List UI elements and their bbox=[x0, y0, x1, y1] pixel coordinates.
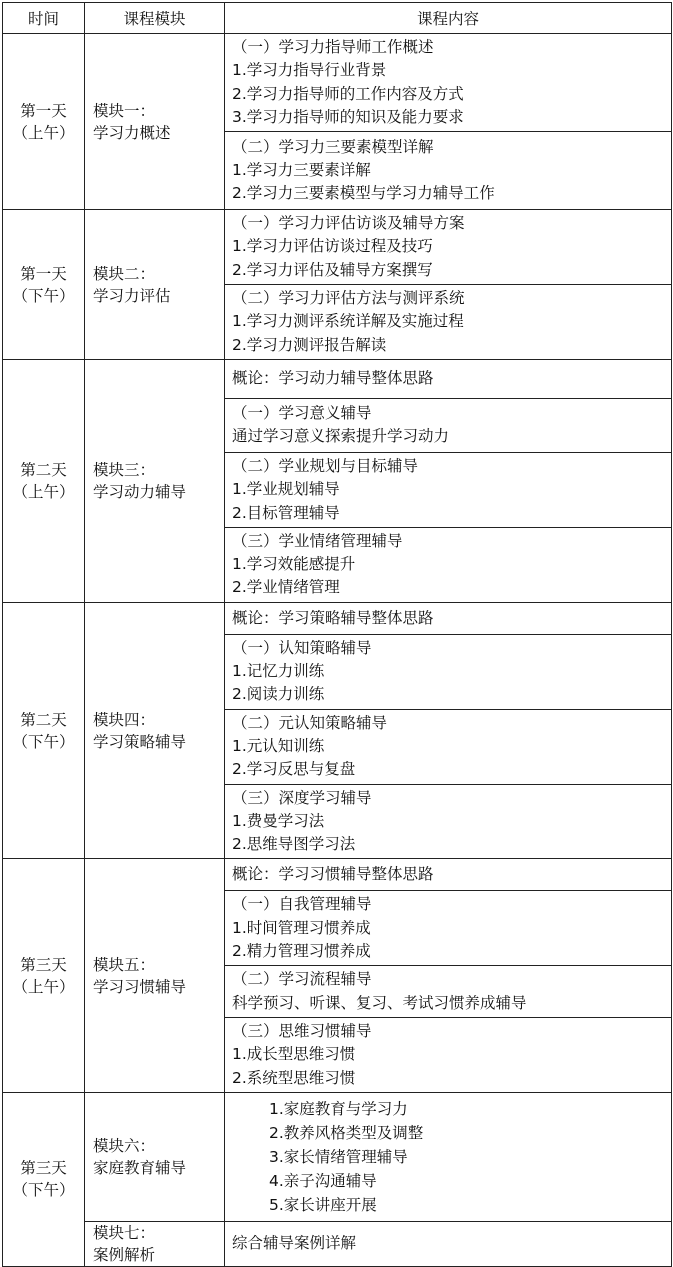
content-section bbox=[225, 784, 672, 859]
module-number: 模块五： bbox=[93, 955, 156, 974]
module-title: 家庭教育辅导 bbox=[93, 1158, 187, 1177]
table-row bbox=[3, 1221, 672, 1266]
list-item: 1.费曼学习法 bbox=[232, 811, 325, 830]
list-item: 2.教养风格类型及调整 bbox=[269, 1123, 424, 1142]
list-item: 1.学业规划辅导 bbox=[232, 480, 340, 499]
list-item: 通过学习意义探索提升学习动力 bbox=[232, 427, 450, 446]
list-item: 5.家长讲座开展 bbox=[269, 1195, 377, 1214]
section-title: （三）学业情绪管理辅导 bbox=[232, 531, 403, 550]
module-title: 案例解析 bbox=[93, 1245, 156, 1264]
time-cell bbox=[3, 1092, 85, 1266]
module-title: 学习动力辅导 bbox=[93, 482, 187, 501]
header-content: 课程内容 bbox=[225, 3, 672, 34]
content-section bbox=[225, 859, 672, 891]
list-item: 1.学习效能感提升 bbox=[232, 555, 356, 574]
content-section bbox=[225, 452, 672, 527]
list-item: 1.学习力测评系统详解及实施过程 bbox=[232, 312, 464, 331]
list-item: 1.家庭教育与学习力 bbox=[269, 1099, 408, 1118]
period-label: （下午） bbox=[12, 1181, 75, 1200]
list-item: 2.学习反思与复盘 bbox=[232, 760, 356, 779]
list-item: 2.系统型思维习惯 bbox=[232, 1068, 356, 1087]
list-item: 2.学习力测评报告解读 bbox=[232, 335, 387, 354]
content-section bbox=[225, 210, 672, 285]
time-cell bbox=[3, 859, 85, 1092]
header-module: 课程模块 bbox=[85, 3, 225, 34]
module-number: 模块三： bbox=[93, 460, 156, 479]
module-number: 模块二： bbox=[93, 264, 156, 283]
list-item: 1.学习力三要素详解 bbox=[232, 161, 371, 180]
content-section bbox=[225, 132, 672, 210]
list-item: 1.元认知训练 bbox=[232, 736, 325, 755]
module-cell bbox=[85, 602, 225, 859]
section-title: 概论：学习策略辅导整体思路 bbox=[232, 608, 434, 627]
content-section bbox=[225, 709, 672, 784]
list-item: 2.思维导图学习法 bbox=[232, 835, 356, 854]
period-label: （上午） bbox=[12, 123, 75, 142]
day-label: 第二天 bbox=[20, 710, 67, 729]
module-title: 学习力评估 bbox=[93, 286, 171, 305]
content-section bbox=[225, 34, 672, 132]
content-section bbox=[225, 966, 672, 1018]
section-title: （二）学业规划与目标辅导 bbox=[232, 456, 419, 475]
list-item: 2.学业情绪管理 bbox=[232, 578, 340, 597]
day-label: 第二天 bbox=[20, 460, 67, 479]
time-cell bbox=[3, 359, 85, 602]
table-row bbox=[3, 359, 672, 398]
period-label: （下午） bbox=[12, 286, 75, 305]
module-cell bbox=[85, 859, 225, 1092]
content-section bbox=[225, 1017, 672, 1092]
day-label: 第三天 bbox=[20, 955, 67, 974]
section-title: （三）思维习惯辅导 bbox=[232, 1021, 372, 1040]
period-label: （上午） bbox=[12, 977, 75, 996]
time-cell bbox=[3, 34, 85, 210]
content-section bbox=[225, 634, 672, 709]
content-section bbox=[225, 527, 672, 602]
list-item: 2.阅读力训练 bbox=[232, 685, 325, 704]
module-number: 模块四： bbox=[93, 710, 156, 729]
table-row bbox=[3, 1092, 672, 1221]
section-title: 概论：学习动力辅导整体思路 bbox=[232, 369, 434, 388]
section-title: （二）学习流程辅导 bbox=[232, 970, 372, 989]
list-item: 2.学习力评估及辅导方案撰写 bbox=[232, 260, 433, 279]
section-title: （三）深度学习辅导 bbox=[232, 788, 372, 807]
module-title: 学习策略辅导 bbox=[93, 732, 187, 751]
day-label: 第一天 bbox=[20, 101, 67, 120]
period-label: （下午） bbox=[12, 732, 75, 751]
header-time: 时间 bbox=[3, 3, 85, 34]
list-item: 3.学习力指导师的知识及能力要求 bbox=[232, 107, 464, 126]
module-cell bbox=[85, 210, 225, 360]
list-item: 2.学习力三要素模型与学习力辅导工作 bbox=[232, 184, 495, 203]
module-cell bbox=[85, 359, 225, 602]
day-label: 第一天 bbox=[20, 264, 67, 283]
module-number: 模块七： bbox=[93, 1223, 156, 1242]
content-section bbox=[225, 1221, 672, 1266]
list-item: 4.亲子沟通辅导 bbox=[269, 1171, 377, 1190]
table-row bbox=[3, 602, 672, 634]
list-item: 3.家长情绪管理辅导 bbox=[269, 1147, 408, 1166]
module-title: 学习力概述 bbox=[93, 123, 171, 142]
list-item: 2.目标管理辅导 bbox=[232, 503, 340, 522]
list-item: 1.学习力评估访谈过程及技巧 bbox=[232, 237, 433, 256]
section-title: （一）学习力指导师工作概述 bbox=[232, 38, 434, 56]
table-row bbox=[3, 859, 672, 891]
section-title: （二）学习力评估方法与测评系统 bbox=[232, 289, 465, 308]
table-row bbox=[3, 210, 672, 285]
content-section bbox=[225, 891, 672, 966]
section-title: （一）认知策略辅导 bbox=[232, 638, 372, 657]
list-item: 综合辅导案例详解 bbox=[232, 1234, 357, 1253]
list-item: 2.精力管理习惯养成 bbox=[232, 942, 371, 961]
section-title: （一）学习力评估访谈及辅导方案 bbox=[232, 214, 465, 233]
list-item: 1.成长型思维习惯 bbox=[232, 1045, 356, 1064]
period-label: （上午） bbox=[12, 482, 75, 501]
list-item: 1.时间管理习惯养成 bbox=[232, 918, 371, 937]
day-label: 第三天 bbox=[20, 1159, 67, 1178]
table-row bbox=[3, 34, 672, 132]
module-number: 模块六： bbox=[93, 1136, 156, 1155]
time-cell bbox=[3, 602, 85, 859]
section-title: （二）学习力三要素模型详解 bbox=[232, 137, 434, 156]
module-cell bbox=[85, 1092, 225, 1221]
content-section bbox=[225, 285, 672, 360]
content-section bbox=[225, 398, 672, 452]
content-section bbox=[225, 602, 672, 634]
section-title: 概论：学习习惯辅导整体思路 bbox=[232, 865, 434, 884]
header-row bbox=[3, 3, 672, 34]
module-cell bbox=[85, 1221, 225, 1266]
module-cell bbox=[85, 34, 225, 210]
list-item: 1.记忆力训练 bbox=[232, 662, 325, 681]
module-title: 学习习惯辅导 bbox=[93, 977, 187, 996]
module-number: 模块一： bbox=[93, 101, 156, 120]
section-title: （二）元认知策略辅导 bbox=[232, 713, 388, 732]
section-title: （一）学习意义辅导 bbox=[232, 404, 372, 423]
content-section bbox=[225, 1092, 672, 1221]
list-item: 1.学习力指导行业背景 bbox=[232, 61, 387, 80]
list-item: 科学预习、听课、复习、考试习惯养成辅导 bbox=[232, 993, 527, 1012]
section-title: （一）自我管理辅导 bbox=[232, 895, 372, 914]
time-cell bbox=[3, 210, 85, 360]
content-section bbox=[225, 359, 672, 398]
list-item: 2.学习力指导师的工作内容及方式 bbox=[232, 84, 464, 103]
course-schedule-table bbox=[2, 2, 672, 1267]
